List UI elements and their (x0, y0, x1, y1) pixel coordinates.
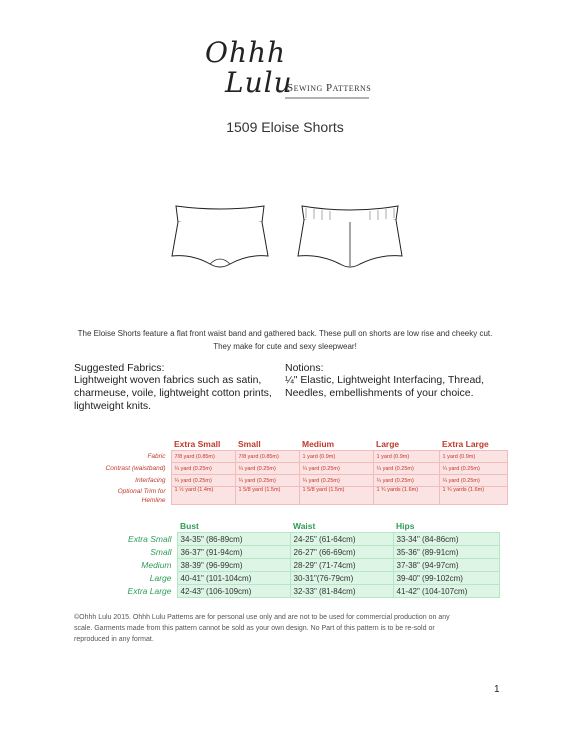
footer-line3: reproduced in any format. (74, 636, 154, 643)
size-header-hips: Hips (396, 521, 415, 531)
fabric-cell: 1 yard (0.9m) (373, 451, 439, 463)
table-row (95, 572, 499, 585)
size-cell: 30-31"(76-79cm) (290, 572, 393, 585)
size-cell: 42-43" (106-109cm) (177, 585, 290, 598)
size-row-label: Extra Large (127, 586, 172, 596)
logo (205, 36, 375, 106)
logo-script-line2: Lulu (225, 66, 293, 99)
notions-line1: ¼" Elastic, Lightweight Interfacing, Thread, (285, 374, 485, 386)
shorts-front-illustration (170, 204, 270, 272)
footer-line1: ©Ohhh Lulu 2015. Ohhh Lulu Patterns are for personal use only and are not to be used for commercial production on any (74, 614, 450, 621)
page-title: 1509 Eloise Shorts (226, 119, 344, 135)
suggested-fabrics-line3: lightweight knits. (74, 400, 152, 412)
shorts-back-illustration (296, 204, 404, 272)
fabric-header-xs: Extra Small (174, 439, 221, 449)
fabric-cell: ¼ yard (0.25m) (235, 475, 299, 487)
table-row (95, 585, 499, 598)
page-number: 1 (494, 684, 500, 695)
fabric-row-label-line2: Hemline (141, 496, 166, 504)
fabric-cell: 1 ½ yard (1.4m) (171, 487, 235, 505)
size-row-label: Medium (141, 560, 172, 570)
fabric-cell: ¼ yard (0.25m) (373, 475, 439, 487)
fabric-row-label-line1: Optional Trim for (117, 487, 166, 495)
table-row (95, 546, 499, 559)
fabric-cell: 7/8 yard (0.85m) (171, 451, 235, 463)
size-chart-table (95, 520, 500, 598)
fabric-cell: ¼ yard (0.25m) (299, 475, 373, 487)
size-row-label: Small (150, 547, 172, 557)
fabric-header-s: Small (238, 439, 261, 449)
logo-subtitle: Sewing Patterns (287, 82, 372, 94)
fabric-cell: 1 5/8 yard (1.5m) (235, 487, 299, 505)
logo-underline-icon (285, 96, 369, 100)
footer-line2: scale. Garments made from this pattern cannot be sold as your own design. No Part of this pattern is to be re-sold or (74, 625, 435, 632)
notions-heading: Notions: (285, 362, 324, 374)
notions (285, 362, 500, 400)
fabric-cell: ¼ yard (0.25m) (299, 463, 373, 475)
table-row (95, 559, 499, 572)
size-cell: 36-37" (91-94cm) (177, 546, 290, 559)
description-line1: The Eloise Shorts feature a flat front waist band and gathered back. These pull on shorts are low rise and cheeky cut. (77, 329, 493, 338)
size-cell: 35-36" (89-91cm) (393, 546, 499, 559)
fabric-cell: ¼ yard (0.25m) (171, 463, 235, 475)
fabric-cell: ¼ yard (0.25m) (235, 463, 299, 475)
size-cell: 37-38" (94-97cm) (393, 559, 499, 572)
table-row (72, 487, 507, 505)
fabric-cell: ¼ yard (0.25m) (171, 475, 235, 487)
suggested-fabrics-line1: Lightweight woven fabrics such as satin, (74, 374, 262, 386)
size-cell: 28-29" (71-74cm) (290, 559, 393, 572)
size-cell: 33-34" (84-86cm) (393, 533, 499, 546)
fabric-cell: 7/8 yard (0.85m) (235, 451, 299, 463)
notions-line2: Needles, embellishments of your choice. (285, 387, 474, 399)
description (0, 327, 570, 353)
fabric-row-label: Fabric (147, 453, 166, 460)
size-cell: 26-27" (66-69cm) (290, 546, 393, 559)
table-row (72, 475, 507, 487)
fabric-header-m: Medium (302, 439, 335, 449)
size-cell: 38-39" (96-99cm) (177, 559, 290, 572)
fabric-cell: 1 5/8 yard (1.5m) (299, 487, 373, 505)
logo-script-line1: Ohhh (205, 36, 287, 69)
fabric-row-label: Interfacing (135, 477, 166, 484)
fabric-cell: 1 yard (0.9m) (299, 451, 373, 463)
size-cell: 24-25" (61-64cm) (290, 533, 393, 546)
description-line2: They make for cute and sexy sleepwear! (213, 342, 357, 351)
fabric-cell: ¼ yard (0.25m) (439, 475, 507, 487)
copyright-footer (74, 612, 514, 645)
size-header-waist: Waist (293, 521, 316, 531)
fabric-cell: ¼ yard (0.25m) (439, 463, 507, 475)
size-cell: 40-41" (101-104cm) (177, 572, 290, 585)
table-row (72, 451, 507, 463)
size-table-header-row (95, 520, 499, 533)
suggested-fabrics-heading: Suggested Fabrics: (74, 362, 165, 374)
table-row (95, 533, 499, 546)
size-row-label: Large (149, 573, 172, 583)
size-header-bust: Bust (180, 521, 199, 531)
fabric-cell: 1 ¾ yards (1.6m) (439, 487, 507, 505)
fabric-header-l: Large (376, 439, 400, 449)
suggested-fabrics (74, 362, 284, 413)
suggested-fabrics-line2: charmeuse, voile, lightweight cotton prints, (74, 387, 272, 399)
size-cell: 32-33" (81-84cm) (290, 585, 393, 598)
fabric-row-label (72, 487, 171, 505)
fabric-requirements-table (72, 438, 508, 505)
fabric-row-label: Contrast (waistband) (105, 465, 166, 472)
size-cell: 39-40" (99-102cm) (393, 572, 499, 585)
size-row-label: Extra Small (128, 534, 172, 544)
fabric-cell: 1 ¾ yards (1.6m) (373, 487, 439, 505)
size-cell: 34-35" (86-89cm) (177, 533, 290, 546)
size-cell: 41-42" (104-107cm) (393, 585, 499, 598)
fabric-table-header-row (72, 438, 507, 451)
fabric-cell: ¼ yard (0.25m) (373, 463, 439, 475)
table-row (72, 463, 507, 475)
fabric-header-xl: Extra Large (442, 439, 489, 449)
fabric-cell: 1 yard (0.9m) (439, 451, 507, 463)
